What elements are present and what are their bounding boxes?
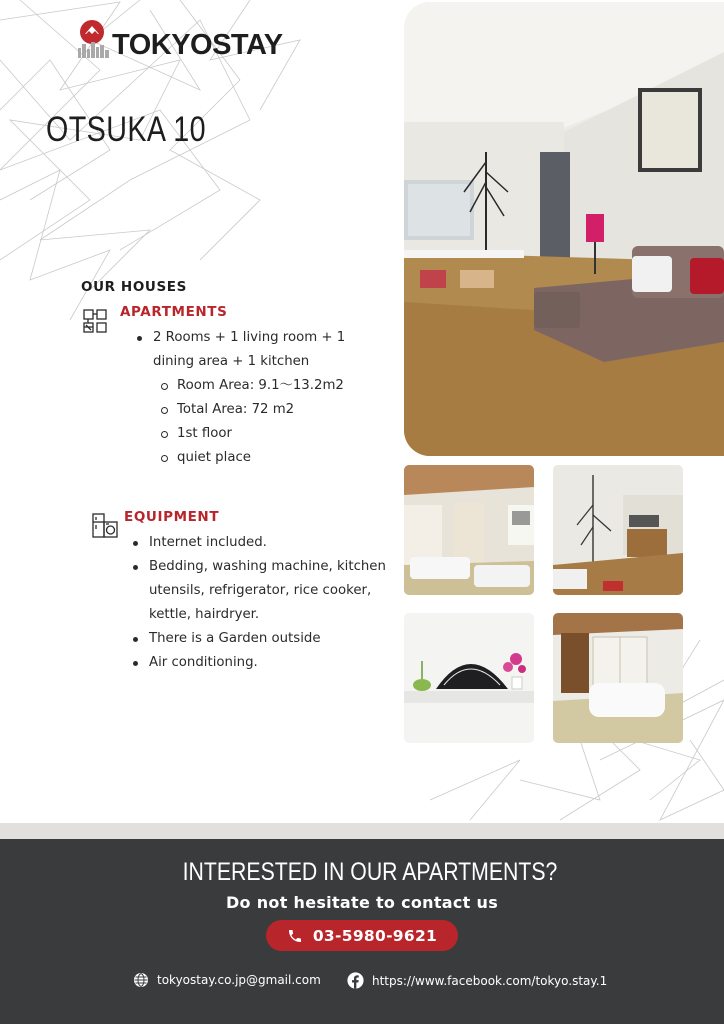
footer-title: INTERESTED IN OUR APARTMENTS?	[182, 858, 558, 886]
page-title: OTSUKA 10	[46, 110, 207, 149]
list-item: Total Area: 72 m2	[151, 398, 381, 422]
equipment-heading: EQUIPMENT	[124, 509, 220, 525]
floorplan-icon	[83, 309, 107, 333]
facebook-text: https://www.facebook.com/tokyo.stay.1	[372, 973, 608, 988]
footer-divider	[0, 823, 724, 839]
our-houses-heading: OUR HOUSES	[81, 279, 187, 295]
list-item: Air conditioning.	[131, 651, 396, 675]
apartments-heading: APARTMENTS	[120, 304, 228, 320]
brand-logo	[76, 18, 283, 62]
dining-kitchen-photo	[553, 465, 683, 595]
facebook-icon	[347, 972, 364, 989]
list-item: Room Area: 9.1～13.2m2	[151, 374, 381, 398]
phone-icon	[287, 928, 303, 944]
globe-icon	[133, 972, 149, 988]
email-contact[interactable]	[133, 972, 321, 988]
footer-subtitle: Do not hesitate to contact us	[225, 893, 499, 912]
living-room-photo	[404, 2, 724, 456]
bedroom-photo	[553, 613, 683, 743]
equipment-list	[131, 531, 396, 675]
decor-fan-photo	[404, 613, 534, 743]
list-item: Bedding, washing machine, kitchen utensils, refrigerator, rice cooker, kettle, hairdryer.	[131, 555, 396, 627]
tatami-room-photo	[404, 465, 534, 595]
list-item: quiet place	[151, 446, 381, 470]
email-text: tokyostay.co.jp@gmail.com	[157, 973, 321, 987]
phone-number: 03-5980-9621	[312, 926, 438, 945]
list-item: 2 Rooms + 1 living room + 1 dining area + 1 kitchen	[135, 326, 375, 374]
phone-button[interactable]	[266, 920, 458, 951]
list-item: 1st floor	[151, 422, 381, 446]
apartment-features	[135, 326, 375, 374]
apartment-details	[151, 374, 381, 470]
brand-name: TOKYOSTAY	[112, 28, 283, 61]
list-item: Internet included.	[131, 531, 396, 555]
appliance-icon	[92, 513, 118, 539]
logo-icon	[76, 18, 112, 62]
facebook-contact[interactable]	[347, 972, 607, 989]
list-item: There is a Garden outside	[131, 627, 396, 651]
